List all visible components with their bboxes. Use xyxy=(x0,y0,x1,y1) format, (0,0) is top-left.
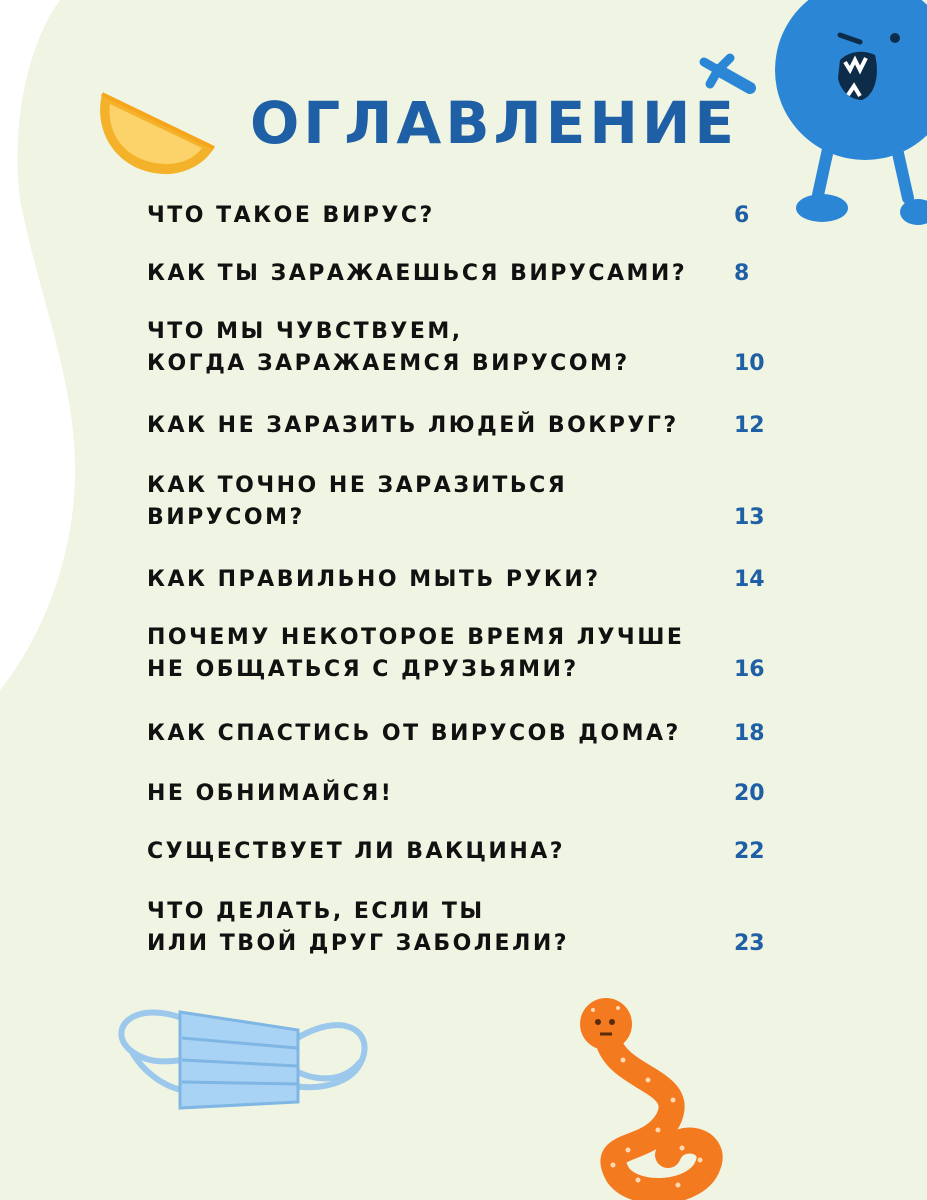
toc-entry-page: 8 xyxy=(734,261,750,286)
toc-entry-page: 12 xyxy=(734,413,765,438)
lemon-slice-icon xyxy=(92,86,222,186)
toc-entry-page: 23 xyxy=(734,931,765,956)
toc-entry-title: ЧТО МЫ ЧУВСТВУЕМ, КОГДА ЗАРАЖАЕМСЯ ВИРУСОМ? xyxy=(147,319,630,376)
toc-entry-page: 14 xyxy=(734,567,765,592)
toc-entry-title: КАК СПАСТИСЬ ОТ ВИРУСОВ ДОМА? xyxy=(147,721,681,746)
page-title: ОГЛАВЛЕНИЕ xyxy=(250,89,739,157)
toc-entry-title: КАК ТЫ ЗАРАЖАЕШЬСЯ ВИРУСАМИ? xyxy=(147,261,688,286)
orange-worm-virus-icon xyxy=(578,990,728,1200)
toc-entry-title: КАК НЕ ЗАРАЗИТЬ ЛЮДЕЙ ВОКРУГ? xyxy=(147,413,679,438)
toc-entry-title: СУЩЕСТВУЕТ ЛИ ВАКЦИНА? xyxy=(147,839,566,864)
toc-entry-title: НЕ ОБНИМАЙСЯ! xyxy=(147,781,394,806)
toc-entry-page: 10 xyxy=(734,351,765,376)
toc-entry-title: КАК ПРАВИЛЬНО МЫТЬ РУКИ? xyxy=(147,567,601,592)
toc-entry-title: КАК ТОЧНО НЕ ЗАРАЗИТЬСЯ ВИРУСОМ? xyxy=(147,473,568,530)
toc-entry-title: ПОЧЕМУ НЕКОТОРОЕ ВРЕМЯ ЛУЧШЕ НЕ ОБЩАТЬСЯ С ДРУЗЬЯМИ? xyxy=(147,625,685,682)
toc-entry-page: 22 xyxy=(734,839,765,864)
face-mask-icon xyxy=(112,990,382,1120)
toc-entry-page: 20 xyxy=(734,781,765,806)
toc-entry-title: ЧТО ТАКОЕ ВИРУС? xyxy=(147,203,435,228)
toc-entry-title: ЧТО ДЕЛАТЬ, ЕСЛИ ТЫ ИЛИ ТВОЙ ДРУГ ЗАБОЛЕЛИ? xyxy=(147,899,570,956)
toc-entry-page: 13 xyxy=(734,505,765,530)
toc-entry-page: 18 xyxy=(734,721,765,746)
toc-entry-page: 6 xyxy=(734,203,750,228)
toc-entry-page: 16 xyxy=(734,657,765,682)
